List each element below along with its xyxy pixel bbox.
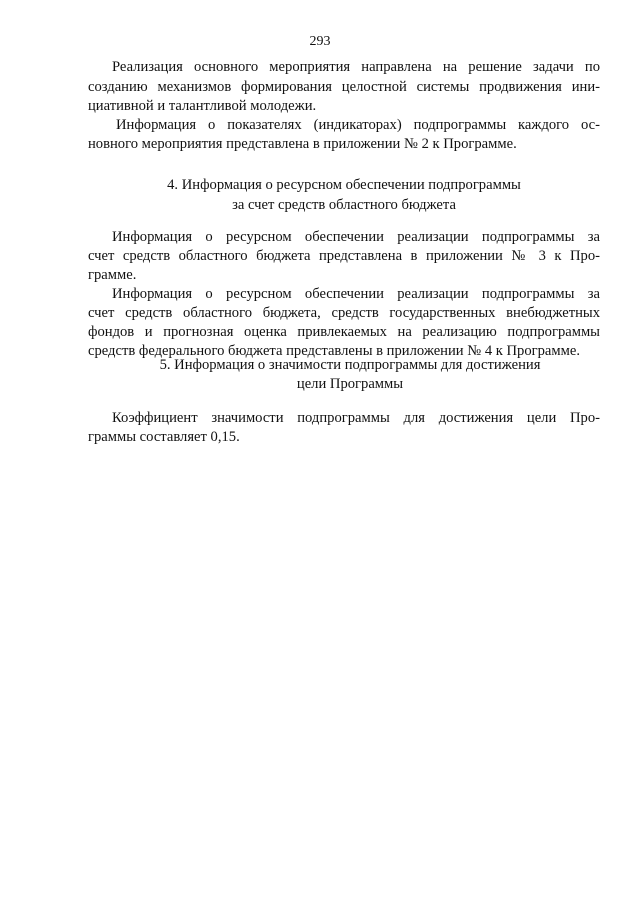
paragraph-line: счет средств областного бюджета, средств государственных внебюджетных	[88, 305, 600, 321]
paragraph-line: Коэффициент значимости подпрограммы для достижения цели Про-	[112, 410, 600, 426]
paragraph-line: граммы составляет 0,15.	[88, 429, 240, 445]
section-heading: 4. Информация о ресурсном обеспечении подпрограммы	[167, 177, 521, 193]
paragraph-line: циативной и талантливой молодежи.	[88, 98, 317, 114]
section-heading: цели Программы	[296, 376, 404, 392]
paragraph-line: счет средств областного бюджета представлена в приложении № 3 к Про-	[88, 248, 600, 264]
paragraph-line: созданию механизмов формирования целостной системы продвижения ини-	[88, 79, 600, 95]
paragraph-line: Информация о ресурсном обеспечении реализации подпрограммы за	[112, 229, 600, 245]
paragraph-line: Информация о ресурсном обеспечении реализации подпрограммы за	[112, 286, 600, 302]
section-heading: 5. Информация о значимости подпрограммы для достижения	[159, 357, 541, 373]
paragraph-line: фондов и прогнозная оценка привлекаемых на реализацию подпрограммы	[88, 324, 600, 340]
paragraph-line: Информация о показателях (индикаторах) подпрограммы каждого ос-	[116, 117, 600, 133]
paragraph-line: средств федерального бюджета представлены в приложении № 4 к Программе.	[88, 343, 581, 359]
section-heading: за счет средств областного бюджета	[232, 197, 456, 213]
paragraph-line: грамме.	[88, 267, 137, 283]
paragraph-line: Реализация основного мероприятия направлена на решение задачи по	[112, 59, 600, 75]
paragraph-line: новного мероприятия представлена в приложении № 2 к Программе.	[88, 136, 517, 152]
page-number: 293	[309, 34, 331, 49]
